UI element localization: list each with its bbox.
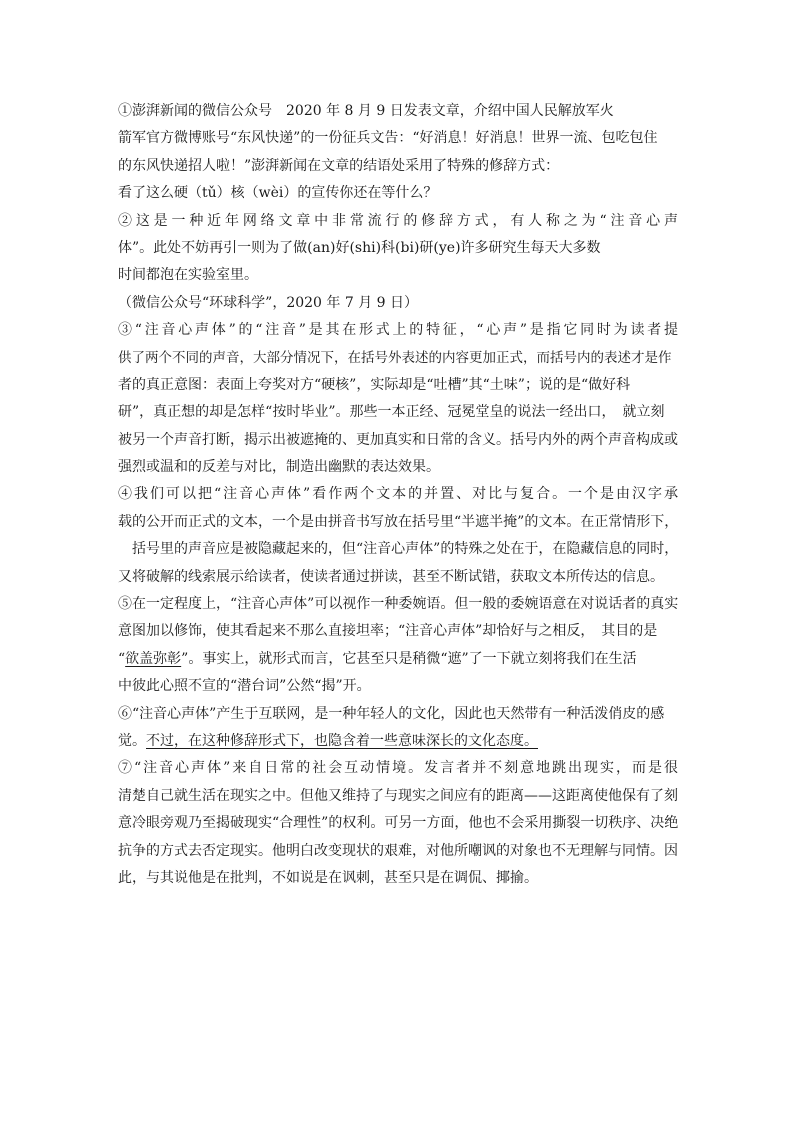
text-line: ③“注音心声体”的“注音”是其在形式上的特征，“心声”是指它同时为读者提 [118,322,678,339]
text-line: 抗争的方式去否定现实。他明白改变现状的艰难，对他所嘲讽的对象也不无理解与同情。因 [118,842,678,859]
paragraph-5 [118,591,678,701]
text-line: 研”，真正想的却是怎样“按时毕业”。那些一本正经、冠冕堂皇的说法一经出口， 就立刻 [118,404,665,421]
text-line: 被另一个声音打断，揭示出被遮掩的、更加真实和日常的含义。括号内外的两个声音构成或 [118,431,678,448]
text-line: 意图加以修饰，使其看起来不那么直接坦率；“注音心声体”却恰好与之相反， 其目的是 [118,623,658,640]
source-citation: （微信公众号“环球科学”，2020 年 7 月 9 日） [118,294,419,311]
text-line: 又将破解的线索展示给读者，使读者通过拼读，甚至不断试错，获取文本所传达的信息。 [118,568,664,585]
paragraph-6 [118,701,678,756]
underlined-sentence: 不过，在这种修辞形式下，也隐含着一些意味深长的文化态度。 [146,732,538,749]
text-line: 强烈或温和的反差与对比，制造出幽默的表达效果。 [118,459,440,476]
text-line: 载的公开而正式的文本，一个是由拼音书写放在括号里“半遮半掩”的文本。在正常情形下， [118,513,679,530]
paragraph-3 [118,317,678,481]
paragraph-7 [118,755,678,892]
underlined-term: 欲盖弥彰 [125,650,182,667]
text-line: 者的真正意图：表面上夸奖对方“硬核”，实际却是“吐槽”其“土味”；说的是“做好科 [118,376,631,393]
text-line: 此，与其说他是在批判，不如说是在讽刺，甚至只是在调侃、揶揄。 [118,869,538,886]
text-line [118,646,678,673]
text-line: ②这是一种近年网络文章中非常流行的修辞方式，有人称之为“注音心声 [118,212,678,229]
text-line: ①澎湃新闻的微信公众号 2020 年 8 月 9 日发表文章，介绍中国人民解放军火 [118,103,614,119]
line-start: 觉。 [118,732,146,749]
text-line: 供了两个不同的声音，大部分情况下，在括号外表述的内容更加正式，而括号内的表述才是作 [118,349,672,366]
text-line: 清楚自己就生活在现实之中。但他又维持了与现实之间应有的距离——这距离使他保有了刻 [118,787,678,804]
text-line: 时间都泡在实验室里。 [118,267,258,284]
line-rest: ”。事实上，就形式而言，它甚至只是稍微“遮”了一下就立刻将我们在生活 [181,650,637,667]
paragraph-2 [118,208,678,318]
text-line: 中彼此心照不宣的“潜台词”公然“揭”开。 [118,678,371,695]
text-line: 括号里的声音应是被隐藏起来的，但“注音心声体”的特殊之处在于，在隐藏信息的同时， [132,541,679,558]
text-line: 体”。此处不妨再引一则为了做(an)好(shi)科(bi)研(ye)许多研究生每天大多数 [118,239,601,256]
text-line: ⑤在一定程度上，“注音心声体”可以视作一种委婉语。但一般的委婉语意在对说话者的真实 [118,596,679,613]
document-body [118,98,678,892]
text-line: ⑦“注音心声体”来自日常的社会互动情境。发言者并不刻意地跳出现实，而是很 [118,760,678,777]
paragraph-1 [118,98,678,208]
text-line: 箭军官方微博账号“东风快递”的一份征兵文告：“好消息！好消息！世界一流、包吃包住 [118,130,658,147]
quote-open: “ [118,650,126,667]
text-line: 的东风快递招人啦！”澎湃新闻在文章的结语处采用了特殊的修辞方式： [118,157,560,174]
text-line: 看了这么硬（tǔ）核（wèi）的宣传你还在等什么？ [118,185,438,202]
paragraph-4 [118,481,678,591]
text-line: ⑥“注音心声体”产生于互联网，是一种年轻人的文化，因此也天然带有一种活泼俏皮的感 [118,705,665,722]
text-line [118,728,678,755]
text-line: 意冷眼旁观乃至揭破现实“合理性”的权利。可另一方面，他也不会采用撕裂一切秩序、决绝 [118,815,679,832]
text-line: ④我们可以把“注音心声体”看作两个文本的并置、对比与复合。一个是由汉字承 [118,486,678,503]
